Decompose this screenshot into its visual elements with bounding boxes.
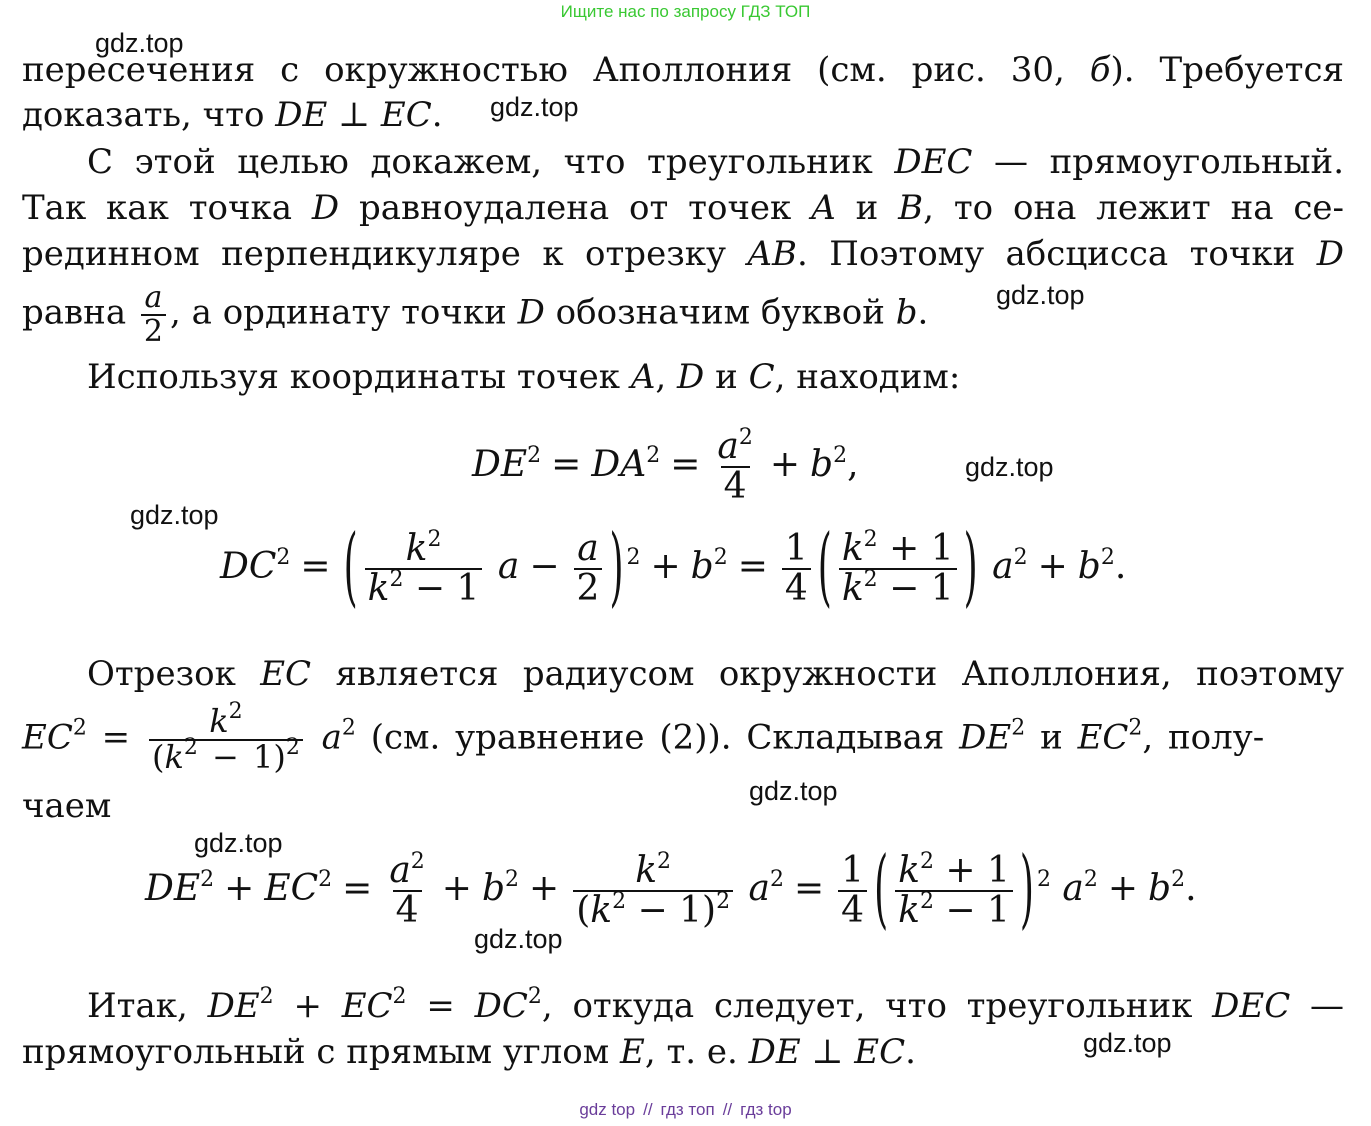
equation-sum: $DE^2 + EC^2$ = $\frac{a^2}{4}$ + $b^2$ + $\frac{k^2}{(k^2 - 1)^2}$ $a^2$ = $\frac{1}{4}$ ( $\frac{k^2 + 1}{k^2 - 1}$ ) $^2$ $a^2 + b^2$. <box>145 840 1197 939</box>
watermark: gdz.top <box>996 280 1085 310</box>
watermark: gdz.top <box>749 776 838 806</box>
paragraph-line: Так как точка D равноудалена от точек A и B, то она лежит на се- <box>22 188 1345 228</box>
paragraph-line: доказать, что DE ⊥ EC. <box>22 95 443 135</box>
paragraph-line: чаем <box>22 786 112 826</box>
footer: gdz top // гдз топ // гдз top <box>579 1100 792 1119</box>
paragraph-line: равна $\frac{a}{2}$ , а ординату точки D обозначим буквой b. <box>22 280 929 349</box>
paragraph-line: Отрезок EC является радиусом окружности Аполлония, поэтому <box>87 654 1345 694</box>
fraction: $\frac{a}{2}$ <box>141 282 166 347</box>
watermark: gdz.top <box>965 452 1054 482</box>
watermark: gdz.top <box>474 924 563 954</box>
top-banner: Ищите нас по запросу ГДЗ ТОП <box>560 2 811 21</box>
watermark: gdz.top <box>1083 1028 1172 1058</box>
paragraph-line: Используя координаты точек A, D и C, находим: <box>87 357 961 397</box>
watermark: gdz.top <box>194 828 283 858</box>
watermark: gdz.top <box>130 500 219 530</box>
paragraph-line: рединном перпендикуляре к отрезку AB. Поэтому абсцисса точки D <box>22 234 1344 274</box>
paragraph-line: С этой целью докажем, что треугольник DEC — прямоугольный. <box>87 142 1345 182</box>
paragraph-line: пересечения с окружностью Аполлония (см. рис. 30, б). Требуется <box>22 50 1344 90</box>
equation-dc: $DC^2$ = ( $\frac{k^2}{k^2 - 1}$ a − $\frac{a}{2}$ ) $^2 + b^2$ = $\frac{1}{4}$ ( $\frac{k^2 + 1}{k^2 - 1}$ ) $a^2 + b^2$. <box>220 518 1127 617</box>
paragraph-line: Итак, $DE^2 + EC^2 = DC^2$, откуда следует, что треугольник DEC — <box>87 984 1345 1026</box>
paragraph-line: $EC^2$ = $\frac{k^2}{(k^2 - 1)^2}$ $a^2$ (см. уравнение (2)). Складывая $DE^2$ и $EC^2$, полу- <box>22 699 1265 776</box>
paragraph-line: прямоугольный с прямым углом E, т. е. DE ⊥ EC. <box>22 1032 916 1072</box>
watermark: gdz.top <box>95 28 184 58</box>
equation-de: $DE^2 = DA^2$ = $\frac{a^2}{4}$ + $b^2$, <box>472 425 859 507</box>
watermark: gdz.top <box>490 92 579 122</box>
